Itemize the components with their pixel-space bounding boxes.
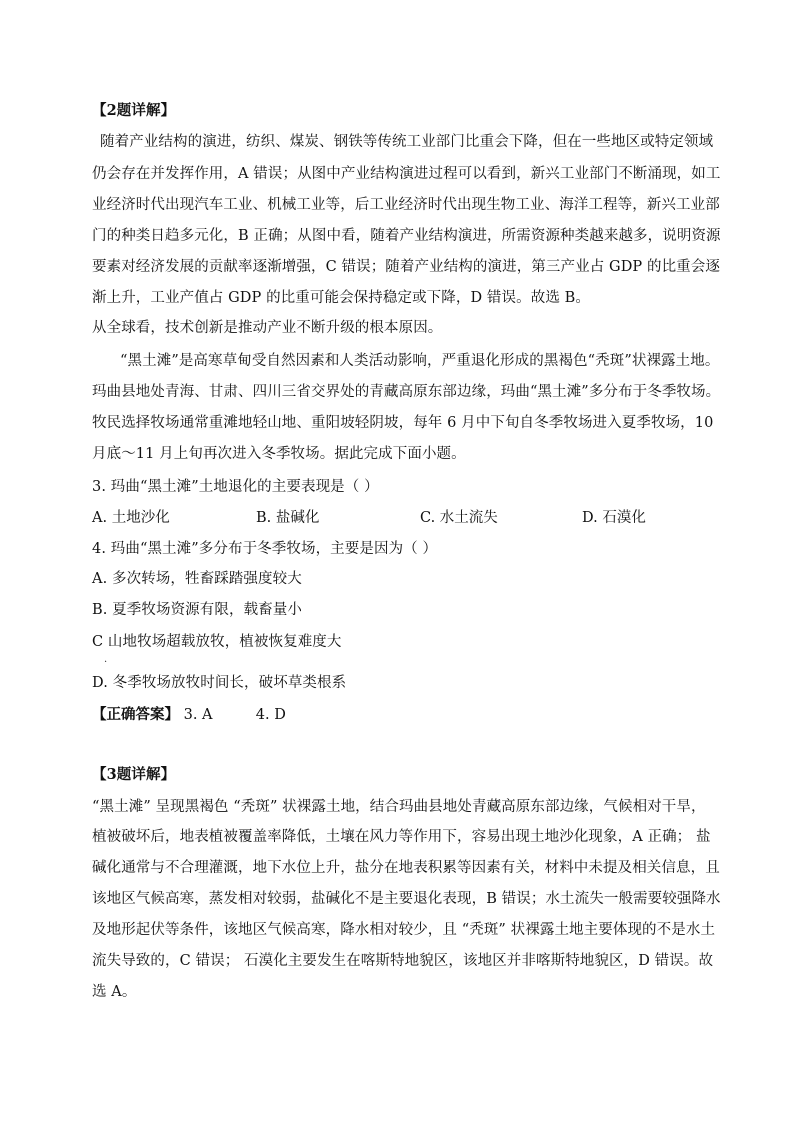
option-b: B. 夏季牧场资源有限，载畜量小 <box>92 602 302 618</box>
option-a: A. 多次转场，牲畜踩踏强度较大 <box>92 571 302 587</box>
section2-heading: 【2题详解】 <box>92 102 176 119</box>
question-4-stem: 4. 玛曲“黑土滩”多分布于冬季牧场，主要是因为（ ） <box>92 541 438 557</box>
question-3-options <box>92 508 712 528</box>
question-3-stem: 3. 玛曲“黑土滩”土地退化的主要表现是（ ） <box>92 479 379 495</box>
section3-heading: 【3题详解】 <box>92 766 176 783</box>
option-d: D. 石漠化 <box>582 510 646 526</box>
section2-line: 仍会存在并发挥作用，A 错误；从图中产业结构演进过程可以看到，新兴工业部门不断涌现，如工 <box>92 166 721 182</box>
section3-line: 及地形起伏等条件，该地区气候高寒，降水相对较少，且 “秃斑” 状裸露土地主要体现的不是水土 <box>92 922 716 938</box>
section3-line: 流失导致的，C 错误； 石漠化主要发生在喀斯特地貌区，该地区并非喀斯特地貌区，D 错误。故 <box>92 953 714 969</box>
option-a: A. 土地沙化 <box>92 510 170 526</box>
section3-line: “黑土滩” 呈现黑褐色 “秃斑” 状裸露土地，结合玛曲县地处青藏高原东部边缘，气候相对干旱， <box>92 799 706 815</box>
section2-line: 要素对经济发展的贡献率逐渐增强，C 错误；随着产业结构的演进，第三产业占 GDP 的比重会逐 <box>92 259 720 275</box>
section2-line: 业经济时代出现汽车工业、机械工业等，后工业经济时代出现生物工业、海洋工程等，新兴工业部 <box>92 197 720 213</box>
option-c: C 山地牧场超载放牧，植被恢复难度大 <box>92 634 342 650</box>
material-line: 月底～11 月上旬再次进入冬季牧场。据此完成下面小题。 <box>92 446 466 462</box>
option-d: D. 冬季牧场放牧时间长，破坏草类根系 <box>92 675 347 691</box>
stray-dot: . <box>104 654 108 665</box>
option-b: B. 盐碱化 <box>256 510 320 526</box>
section3-line: 该地区气候高寒，蒸发相对较弱，盐碱化不是主要退化表现，B 错误；水土流失一般需要较强降水 <box>92 891 721 907</box>
answer-row <box>92 705 286 725</box>
material-line: 玛曲县地处青海、甘肃、四川三省交界处的青藏高原东部边缘，玛曲“黑土滩”多分布于冬季牧场。 <box>92 384 721 400</box>
section3-line: 选 A。 <box>92 984 137 1000</box>
section2-line: 随着产业结构的演进，纺织、煤炭、钢铁等传统工业部门比重会下降，但在一些地区或特定领域 <box>100 134 714 150</box>
section3-line: 碱化通常与不合理灌溉，地下水位上升，盐分在地表积累等因素有关，材料中未提及相关信息，且 <box>92 860 720 876</box>
section2-line: 门的种类日趋多元化，B 正确；从图中看，随着产业结构演进，所需资源种类越来越多，说明资源 <box>92 228 721 244</box>
answer-4: 4. D <box>255 707 286 723</box>
answer-label: 【正确答案】 <box>92 706 179 723</box>
section3-line: 植被破坏后，地表植被覆盖率降低，土壤在风力等作用下，容易出现土地沙化现象，A 正确； 盐 <box>92 829 711 845</box>
material-line: “黑土滩”是高寒草甸受自然因素和人类活动影响，严重退化形成的黑褐色“秃斑”状裸露土地。 <box>120 353 720 369</box>
material-line: 牧民选择牧场通常重滩地轻山地、重阳坡轻阴坡，每年 6 月中下旬自冬季牧场进入夏季牧场，10 <box>92 415 714 431</box>
option-c: C. 水土流失 <box>420 510 498 526</box>
section2-line: 渐上升，工业产值占 GDP 的比重可能会保持稳定或下降，D 错误。故选 B。 <box>92 290 590 306</box>
answer-3: 3. A <box>183 707 213 723</box>
section2-note: 从全球看，技术创新是推动产业不断升级的根本原因。 <box>92 320 443 336</box>
